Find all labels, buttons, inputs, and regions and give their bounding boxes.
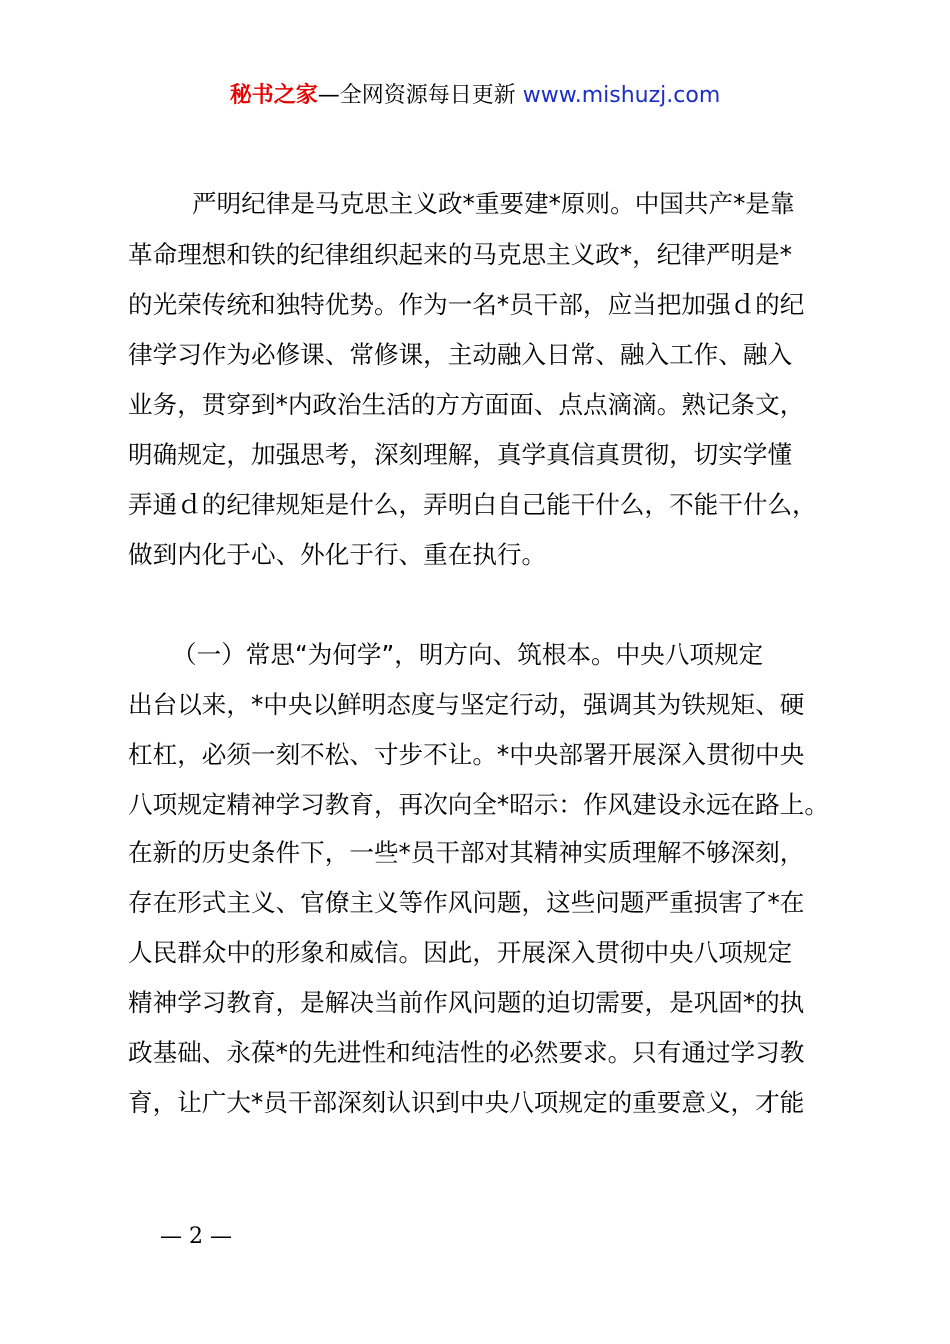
paragraph-2-line-9: 政基础、永葆*的先进性和纯洁性的必然要求。只有通过学习教 <box>128 1038 805 1067</box>
paragraph-2-line-7: 人民群众中的形象和威信。因此，开展深入贯彻中央八项规定 <box>128 938 793 967</box>
paragraph-2-line-1: （一）常思“为何学”，明方向、筑根本。中央八项规定 <box>172 640 764 669</box>
paragraph-1-line-5: 业务，贯穿到*内政治生活的方方面面、点点滴滴。熟记条文， <box>128 390 805 419</box>
header-tagline: —全网资源每日更新 <box>317 83 523 108</box>
paragraph-2-line-8: 精神学习教育，是解决当前作风问题的迫切需要，是巩固*的执 <box>128 988 805 1017</box>
paragraph-1-line-7: 弄通ｄ的纪律规矩是什么，弄明白自己能干什么，不能干什么， <box>128 490 817 519</box>
brand-name: 秘书之家 <box>229 83 318 108</box>
page-header <box>0 80 950 112</box>
site-url-link[interactable]: www.mishuzj.com <box>522 83 721 108</box>
paragraph-1-line-3: 的光荣传统和独特优势。作为一名*员干部，应当把加强ｄ的纪 <box>128 290 805 319</box>
paragraph-2-line-3: 杠杠，必须一刻不松、寸步不让。*中央部署开展深入贯彻中央 <box>128 740 805 769</box>
paragraph-1-line-6: 明确规定，加强思考，深刻理解，真学真信真贯彻，切实学懂 <box>128 440 793 469</box>
paragraph-2-line-4: 八项规定精神学习教育，再次向全*昭示：作风建设永远在路上。 <box>128 790 829 819</box>
paragraph-1-line-2: 革命理想和铁的纪律组织起来的马克思主义政*，纪律严明是* <box>128 240 793 269</box>
paragraph-2-line-10: 育，让广大*员干部深刻认识到中央八项规定的重要意义，才能 <box>128 1088 805 1117</box>
paragraph-1-line-4: 律学习作为必修课、常修课，主动融入日常、融入工作、融入 <box>128 340 793 369</box>
page-number: — 2 — <box>160 1224 232 1249</box>
paragraph-2-line-6: 存在形式主义、官僚主义等作风问题，这些问题严重损害了*在 <box>128 888 805 917</box>
paragraph-1-line-1: 严明纪律是马克思主义政*重要建*原则。中国共产*是靠 <box>192 189 795 218</box>
paragraph-2-line-2: 出台以来，*中央以鲜明态度与坚定行动，强调其为铁规矩、硬 <box>128 690 805 719</box>
paragraph-2-line-5: 在新的历史条件下，一些*员干部对其精神实质理解不够深刻， <box>128 838 805 867</box>
paragraph-1-line-8: 做到内化于心、外化于行、重在执行。 <box>128 540 547 569</box>
